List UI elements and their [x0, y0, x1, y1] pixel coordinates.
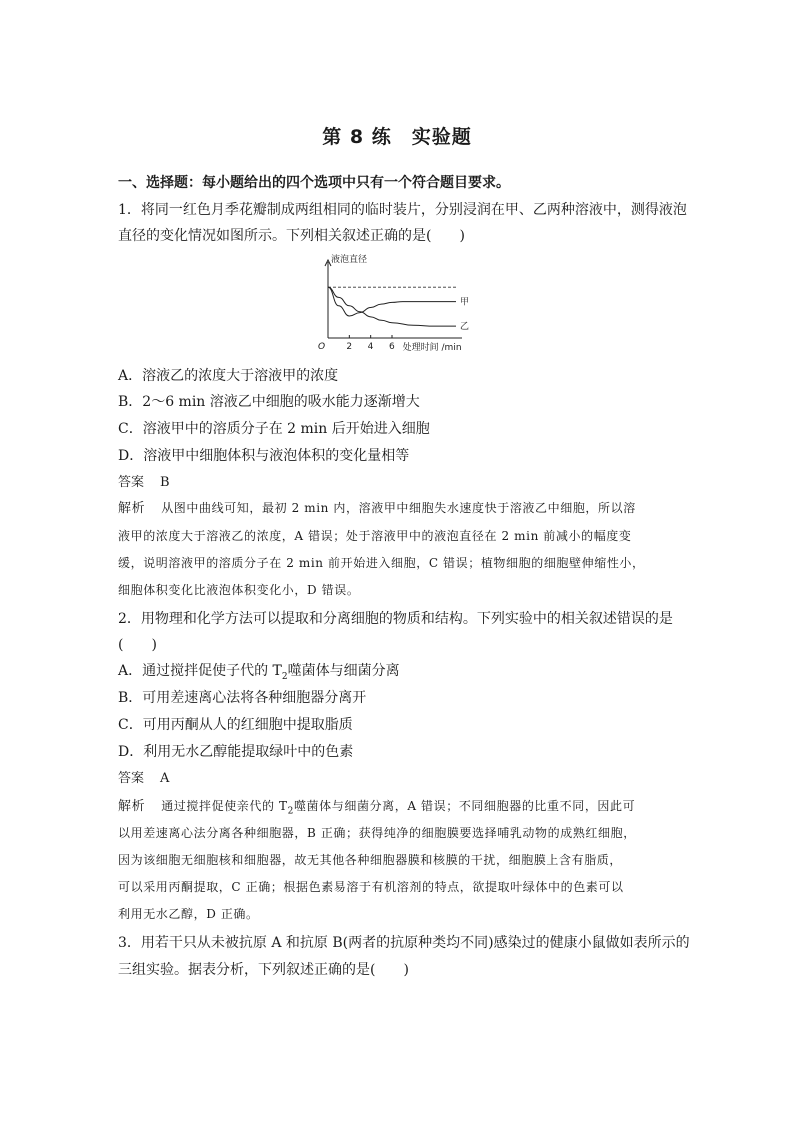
q2-answer — [118, 770, 683, 788]
q1-explanation-line3: 缓，说明溶液甲的溶质分子在 2 min 前开始进入细胞，C 错误；植物细胞的细胞壁伸缩性小， — [118, 556, 645, 570]
q1-explanation-line4: 细胞体积变化比液泡体积变化小，D 错误。 — [118, 583, 360, 597]
q2-explanation-line2: 以用差速离心法分离各种细胞器，B 正确；获得纯净的细胞膜要选择哺乳动物的成熟红细胞， — [118, 826, 636, 840]
answer-value: B — [160, 475, 170, 490]
answer-label: 答案 — [118, 771, 145, 786]
explanation-label: 解析 — [118, 501, 146, 516]
q1-stem-line1: 1．将同一红色月季花瓣制成两组相同的临时装片，分别浸润在甲、乙两种溶液中，测得液泡 — [118, 202, 687, 218]
x-axis-label: 处理时间 /min — [402, 343, 462, 353]
q2-explanation-line4: 可以采用丙酮提取，C 正确；根据色素易溶于有机溶剂的特点，欲提取叶绿体中的色素可以 — [118, 880, 624, 894]
series-label-jia: 甲 — [460, 297, 470, 308]
answer-value: A — [160, 771, 170, 786]
q1-option-d: D．溶液甲中细胞体积与液泡体积的变化量相等 — [118, 448, 410, 464]
q2-explanation-line5: 利用无水乙醇，D 正确。 — [118, 907, 259, 921]
q1-option-c: C．溶液甲中的溶质分子在 2 min 后开始进入细胞 — [118, 421, 430, 437]
q2-explanation-line1: 解析 通过搅拌促使亲代的 $T_2$噬菌体与细菌分离，A 错误；不同细胞器的比重不同，因此可 — [118, 799, 636, 817]
q2-option-c: C．可用丙酮从人的红细胞中提取脂质 — [118, 717, 353, 733]
vacuole-diameter-chart — [310, 254, 480, 358]
q2-explanation-line3: 因为该细胞无细胞核和细胞器，故无其他各种细胞器膜和核膜的干扰，细胞膜上含有脂质， — [118, 853, 623, 867]
q1-stem-line2: 直径的变化情况如图所示。下列相关叙述正确的是( ) — [118, 228, 465, 244]
q2-option-a: A．通过搅拌促使子代的 $T_2$噬菌体与细菌分离 — [118, 663, 400, 682]
origin-label: O — [318, 342, 326, 352]
answer-label: 答案 — [118, 475, 145, 490]
q1-option-b: B．2～6 min 溶液乙中细胞的吸水能力逐渐增大 — [118, 394, 420, 410]
x-tick-label: 6 — [389, 342, 395, 352]
x-tick-label: 2 — [346, 342, 353, 352]
q1-option-a: A．溶液乙的浓度大于溶液甲的浓度 — [118, 368, 339, 384]
q2-stem-line2: ( ) — [118, 637, 157, 653]
series-line-jia — [328, 287, 456, 316]
series-label-yi: 乙 — [460, 322, 470, 333]
q2-stem-line1: 2．用物理和化学方法可以提取和分离细胞的物质和结构。下列实验中的相关叙述错误的是 — [118, 611, 673, 627]
y-axis-label: 液泡直径 — [331, 255, 368, 265]
q1-explanation-line2: 液甲的浓度大于溶液乙的浓度，A 错误；处于溶液甲中的液泡直径在 2 min 前减小的幅度变 — [118, 529, 632, 543]
q3-stem-line1: 3．用若干只从未被抗原 A 和抗原 B(两者的抗原种类均不同)感染过的健康小鼠做如表所示的 — [118, 935, 690, 951]
section-heading: 一、选择题：每小题给出的四个选项中只有一个符合题目要求。 — [118, 175, 510, 191]
q2-option-d: D．利用无水乙醇能提取绿叶中的色素 — [118, 744, 354, 760]
explanation-label: 解析 — [118, 799, 146, 814]
q1-explanation-line1 — [118, 499, 683, 518]
page-title: 第 8 练 实验题 — [322, 126, 472, 148]
q3-stem-line2: 三组实验。据表分析，下列叙述正确的是( ) — [118, 962, 409, 978]
explanation-text: 从图中曲线可知，最初 2 min 内，溶液甲中细胞失水速度快于溶液乙中细胞，所以溶 — [161, 501, 636, 515]
series-line-yi — [328, 287, 456, 326]
q2-option-b: B．可用差速离心法将各种细胞器分离开 — [118, 690, 367, 706]
x-tick-label: 4 — [367, 342, 374, 352]
q1-answer — [118, 474, 683, 492]
